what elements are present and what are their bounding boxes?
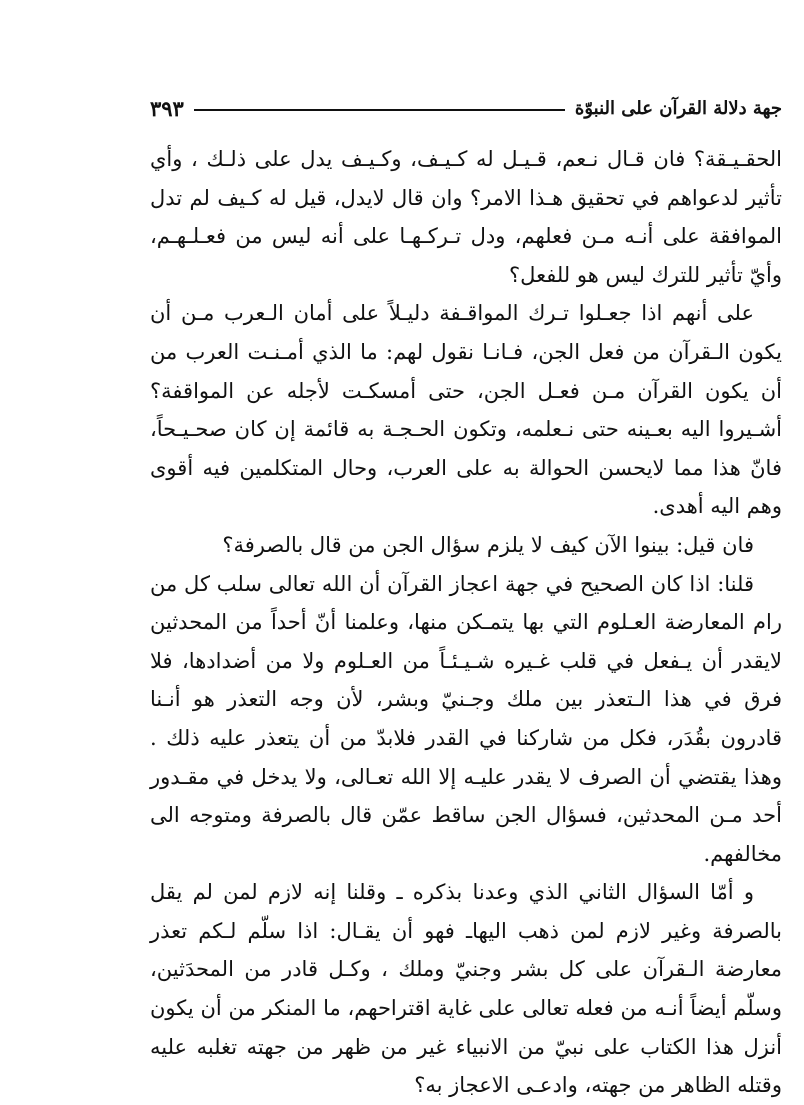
- paragraph: على أنهم اذا جعـلوا تـرك المواقـفة دليـلاً على أمان الـعرب مـن أن يكون الـقرآن من فعل الجن، فـانـا نقول لهم: ما الذي أمـنـت العرب من أن يكون القرآن مـن فعـل الجن، حتى أمسكـت لأجله عن المواقفة؟ أشـيروا اليه بعـينه حتى نـعلمه، وتكون الحـجـة به قائمة إن كان صحـيـحاً، فانّ هذا مما لايحسن الحوالة به على العرب، وحال المتكلمين فيه أقوى وهم اليه أهدى.: [150, 301, 782, 519]
- paragraph: قلنا: اذا كان الصحيح في جهة اعجاز القرآن أن الله تعالى سلب كل من رام المعارضة العـلوم التي بها يتمـكن منها، وعلمنا أنّ أحداً من المحدثين لايقدر أن يـفعل في قلب غـيره شـيـئـاً من العـلوم ولا من أضدادها، فلا فرق في هذا الـتعذر بين ملك وجـنيّ وبشر، لأن وجه التعذر هو أنـنا قادرون بقُدَر، فكل من شاركنا في القدر فلابدّ من أن يتعذر عليه ذلك . وهذا يقتضي أن الصرف لا يقدر عليـه إلا الله تعـالى، ولا يدخل في مقـدور أحد مـن المحدثين، فسؤال الجن ساقط عمّن قال بالصرفة ومتوجه الى مخالفهم.: [150, 571, 782, 866]
- paragraph: الحقـيـقة؟ فان قـال نـعم، قـيـل له كـيـف، وكـيـف يدل على ذلـك ، وأي تأثير لدعواهم في تحقيق هـذا الامر؟ وان قال لايدل، قيل له كـيف لم تدل الموافقة على أنـه مـن فعلهم، ودل تـركـهـا على أنه ليس من فعـلـهـم، وأيّ تأثير للترك ليس هو للفعل؟: [150, 147, 782, 287]
- page-header: [150, 94, 782, 122]
- paragraph: و أمّا السؤال الثاني الذي وعدنا بذكره ـ وقلنا إنه لازم لمن لم يقل بالصرفة وغير لازم لمن ذهب اليهاـ فهو أن يقـال: اذا سلّم لـكم تعذر معارضة الـقرآن على كل بشر وجنيّ وملك ، وكـل قادر من المحدَثين، وسلّم أيضاً أنـه من فعله تعالى على غاية اقتراحهم، ما المنكر من أن يكون أنزل هذا الكتاب على نبيّ من الانبياء غير من ظهر من جهته تغلبه عليه وقتله الظاهر من جهته، وادعـى الاعجاز به؟: [150, 880, 782, 1098]
- page-number: ٣٩٣: [150, 95, 184, 121]
- body-text: [150, 140, 782, 1105]
- running-title: جهة دلالة القرآن على النبوّة: [574, 97, 782, 119]
- paragraph: فان قيل: بينوا الآن كيف لا يلزم سؤال الجن من قال بالصرفة؟: [222, 532, 754, 557]
- header-rule: [194, 109, 565, 111]
